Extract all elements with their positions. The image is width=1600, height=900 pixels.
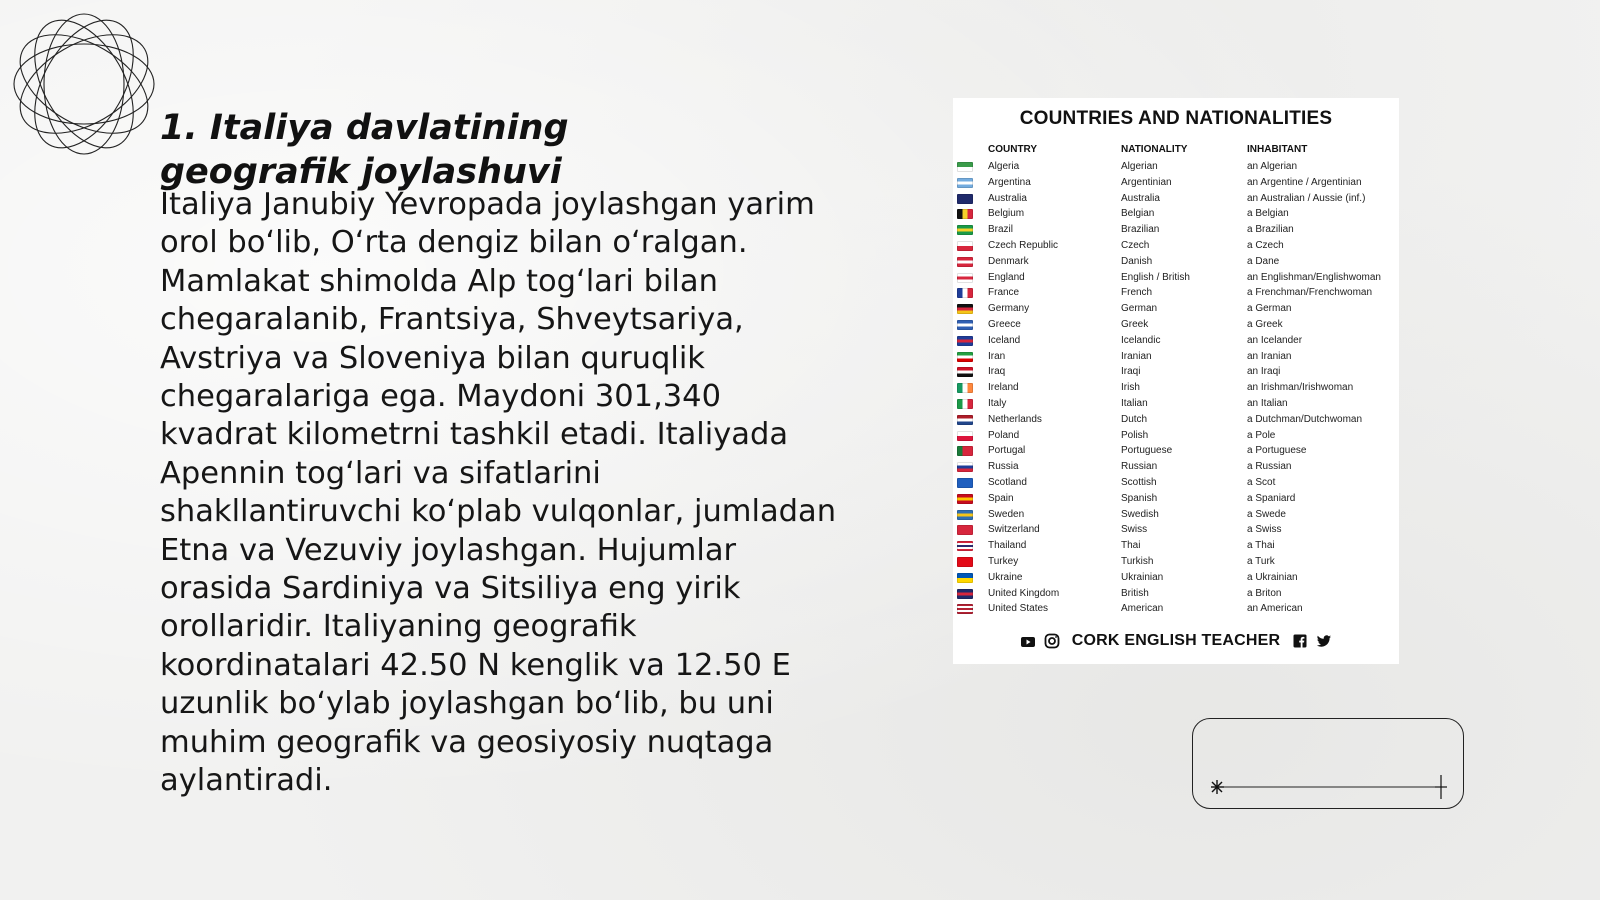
table-row xyxy=(953,301,1399,317)
nationality-cell: Italian xyxy=(1121,397,1148,409)
column-header-country: COUNTRY xyxy=(988,144,1038,155)
country-cell: Ireland xyxy=(988,382,1019,394)
nationality-cell: Polish xyxy=(1121,429,1149,441)
country-cell: Belgium xyxy=(988,208,1025,220)
nationality-cell: Ukrainian xyxy=(1121,571,1164,583)
table-footer xyxy=(953,630,1399,652)
nationality-cell: Iraqi xyxy=(1121,366,1141,378)
sparkle-icon xyxy=(1211,780,1224,794)
country-cell: Greece xyxy=(988,318,1021,330)
flag-icon xyxy=(957,399,973,409)
nationalities-table-image xyxy=(953,98,1399,664)
country-cell: Brazil xyxy=(988,224,1014,236)
table-row xyxy=(953,270,1399,286)
country-cell: England xyxy=(988,271,1025,283)
country-cell: Germany xyxy=(988,303,1030,315)
flag-icon xyxy=(957,604,973,614)
table-row xyxy=(953,443,1399,459)
table-row xyxy=(953,570,1399,586)
country-cell: Portugal xyxy=(988,445,1026,457)
flag-icon xyxy=(957,162,973,172)
table-row xyxy=(953,191,1399,207)
inhabitant-cell: a Czech xyxy=(1247,239,1284,251)
inhabitant-cell: a Russian xyxy=(1247,461,1292,473)
table-row xyxy=(953,428,1399,444)
inhabitant-cell: an Iraqi xyxy=(1247,366,1281,378)
inhabitant-cell: a Ukrainian xyxy=(1247,571,1298,583)
flag-icon xyxy=(957,367,973,377)
inhabitant-cell: a Dutchman/Dutchwoman xyxy=(1247,413,1363,425)
nationality-cell: Thai xyxy=(1121,540,1141,552)
country-cell: France xyxy=(988,287,1020,299)
table-row xyxy=(953,459,1399,475)
flag-icon xyxy=(957,288,973,298)
inhabitant-cell: a Scot xyxy=(1247,476,1276,488)
country-cell: Turkey xyxy=(988,555,1019,567)
flag-icon xyxy=(957,478,973,488)
slide-title: 1. Italiya davlatining geografik joylashuvi xyxy=(160,108,569,192)
inhabitant-cell: a Spaniard xyxy=(1247,492,1296,504)
flag-icon xyxy=(957,194,973,204)
nationality-cell: Russian xyxy=(1121,461,1158,473)
flag-icon xyxy=(957,273,973,283)
flag-icon xyxy=(957,446,973,456)
crosshair-icon xyxy=(1435,775,1447,799)
nationality-cell: Icelandic xyxy=(1121,334,1161,346)
table-row xyxy=(953,175,1399,191)
country-cell: Spain xyxy=(988,492,1014,504)
inhabitant-cell: a Turk xyxy=(1247,555,1275,567)
flag-icon xyxy=(957,462,973,472)
decorative-line xyxy=(1211,767,1447,807)
nationality-cell: English / British xyxy=(1121,271,1190,283)
nationality-cell: Turkish xyxy=(1121,555,1154,567)
country-cell: United States xyxy=(988,603,1049,615)
column-header-nationality: NATIONALITY xyxy=(1121,144,1188,155)
flag-icon xyxy=(957,304,973,314)
flag-icon xyxy=(957,178,973,188)
nationality-cell: American xyxy=(1121,603,1164,615)
table-row xyxy=(953,554,1399,570)
nationality-cell: Greek xyxy=(1121,318,1149,330)
inhabitant-cell: a Frenchman/Frenchwoman xyxy=(1247,287,1373,299)
inhabitant-cell: an Irishman/Irishwoman xyxy=(1247,382,1354,394)
country-cell: Russia xyxy=(988,461,1019,473)
nationality-cell: Danish xyxy=(1121,255,1153,267)
facebook-icon xyxy=(1292,633,1308,649)
table-row xyxy=(953,206,1399,222)
table-row xyxy=(953,475,1399,491)
table-row xyxy=(953,538,1399,554)
table-row xyxy=(953,222,1399,238)
flag-icon xyxy=(957,541,973,551)
table-row xyxy=(953,380,1399,396)
twitter-icon xyxy=(1316,633,1332,649)
nationality-cell: Algerian xyxy=(1121,161,1158,172)
country-cell: Australia xyxy=(988,192,1027,204)
inhabitant-cell: a Greek xyxy=(1247,318,1283,330)
flag-icon xyxy=(957,573,973,583)
table-row xyxy=(953,601,1399,617)
nationality-cell: Spanish xyxy=(1121,492,1158,504)
table-row xyxy=(953,333,1399,349)
country-cell: Poland xyxy=(988,429,1020,441)
country-cell: Iraq xyxy=(988,366,1006,378)
country-cell: Scotland xyxy=(988,476,1027,488)
flag-icon xyxy=(957,510,973,520)
nationality-cell: Swedish xyxy=(1121,508,1159,520)
nationality-cell: Scottish xyxy=(1121,476,1157,488)
country-cell: Ukraine xyxy=(988,571,1023,583)
flag-icon xyxy=(957,352,973,362)
table-row xyxy=(953,349,1399,365)
youtube-icon xyxy=(1020,633,1036,649)
country-cell: United Kingdom xyxy=(988,587,1060,599)
table-row xyxy=(953,285,1399,301)
inhabitant-cell: a Portuguese xyxy=(1247,445,1307,457)
country-cell: Sweden xyxy=(988,508,1025,520)
inhabitant-cell: a Briton xyxy=(1247,587,1282,599)
table-row xyxy=(953,238,1399,254)
inhabitant-cell: an American xyxy=(1247,603,1303,615)
inhabitant-cell: a Brazilian xyxy=(1247,224,1294,236)
nationality-cell: Swiss xyxy=(1121,524,1148,536)
nationality-cell: Brazilian xyxy=(1121,224,1160,236)
inhabitant-cell: an Australian / Aussie (inf.) xyxy=(1247,192,1366,204)
country-cell: Italy xyxy=(988,397,1007,409)
flag-icon xyxy=(957,320,973,330)
nationality-cell: French xyxy=(1121,287,1153,299)
table-row xyxy=(953,396,1399,412)
table-row xyxy=(953,522,1399,538)
flag-icon xyxy=(957,494,973,504)
inhabitant-cell: an Iranian xyxy=(1247,350,1292,362)
inhabitant-cell: an Argentine / Argentinian xyxy=(1247,176,1362,188)
flag-icon xyxy=(957,431,973,441)
flag-icon xyxy=(957,557,973,567)
nationality-cell: Dutch xyxy=(1121,413,1148,425)
flag-icon xyxy=(957,257,973,267)
column-header-inhabitant: INHABITANT xyxy=(1247,144,1308,155)
inhabitant-cell: an Englishman/Englishwoman xyxy=(1247,271,1381,283)
flag-icon xyxy=(957,589,973,599)
table-row xyxy=(953,412,1399,428)
country-cell: Thailand xyxy=(988,540,1027,552)
nationality-cell: Irish xyxy=(1121,382,1140,394)
inhabitant-cell: a Pole xyxy=(1247,429,1276,441)
decorative-frame xyxy=(1192,718,1464,809)
nationality-cell: German xyxy=(1121,303,1158,315)
flower-outline-icon xyxy=(10,10,158,158)
country-cell: Denmark xyxy=(988,255,1029,267)
country-cell: Algeria xyxy=(988,161,1020,172)
footer-brand: CORK ENGLISH TEACHER xyxy=(1071,632,1281,649)
table-rows xyxy=(953,159,1399,617)
country-cell: Switzerland xyxy=(988,524,1040,536)
flag-icon xyxy=(957,383,973,393)
nationality-cell: Argentinian xyxy=(1121,176,1172,188)
nationality-cell: Australia xyxy=(1121,192,1160,204)
country-cell: Iceland xyxy=(988,334,1021,346)
slide-body-text: Italiya Janubiy Yevropada joylashgan yarim orol bo‘lib, O‘rta dengiz bilan o‘ralgan. Mamlakat shimolda Alp tog‘lari bilan chegaralanib, Frantsiya, Shveytsariya, Avstriya va Sloveniya bilan quruqlik chegaralariga ega. Maydoni 301,340 kvadrat kilometrni tashkil etadi. Italiyada Apennin tog‘lari va sifatlarini shakllantiruvchi ko‘plab vulqonlar, jumladan Etna va Vezuviy joylashgan. Hujumlar orasida Sardiniya va Sitsiliya eng yirik orollaridir. Italiyaning geografik koordinatalari 42.50 N kenglik va 12.50 E uzunlik bo‘ylab joylashgan bo‘lib, bu uni muhim geografik va geosiyosiy nuqtaga aylantiradi. xyxy=(160,187,837,799)
inhabitant-cell: a Swede xyxy=(1247,508,1286,520)
table-row xyxy=(953,491,1399,507)
table-title: COUNTRIES AND NATIONALITIES xyxy=(1019,108,1333,129)
country-cell: Argentina xyxy=(988,176,1031,188)
flag-icon xyxy=(957,241,973,251)
table-row xyxy=(953,364,1399,380)
table-row xyxy=(953,254,1399,270)
country-cell: Netherlands xyxy=(988,413,1042,425)
flag-icon xyxy=(957,336,973,346)
inhabitant-cell: an Icelander xyxy=(1247,334,1303,346)
nationality-cell: Czech xyxy=(1121,239,1150,251)
inhabitant-cell: a Swiss xyxy=(1247,524,1282,536)
instagram-icon xyxy=(1044,633,1060,649)
inhabitant-cell: a Dane xyxy=(1247,255,1280,267)
table-row xyxy=(953,507,1399,523)
inhabitant-cell: a Belgian xyxy=(1247,208,1289,220)
country-cell: Czech Republic xyxy=(988,239,1059,251)
nationality-cell: Portuguese xyxy=(1121,445,1173,457)
nationality-cell: Belgian xyxy=(1121,208,1155,220)
nationality-cell: British xyxy=(1121,587,1149,599)
inhabitant-cell: an Algerian xyxy=(1247,161,1298,172)
flag-icon xyxy=(957,415,973,425)
inhabitant-cell: a Thai xyxy=(1247,540,1275,552)
flag-icon xyxy=(957,525,973,535)
country-cell: Iran xyxy=(988,350,1006,362)
flag-icon xyxy=(957,209,973,219)
inhabitant-cell: an Italian xyxy=(1247,397,1288,409)
nationality-cell: Iranian xyxy=(1121,350,1152,362)
table-row xyxy=(953,586,1399,602)
inhabitant-cell: a German xyxy=(1247,303,1292,315)
flag-icon xyxy=(957,225,973,235)
table-row xyxy=(953,317,1399,333)
table-row xyxy=(953,159,1399,175)
